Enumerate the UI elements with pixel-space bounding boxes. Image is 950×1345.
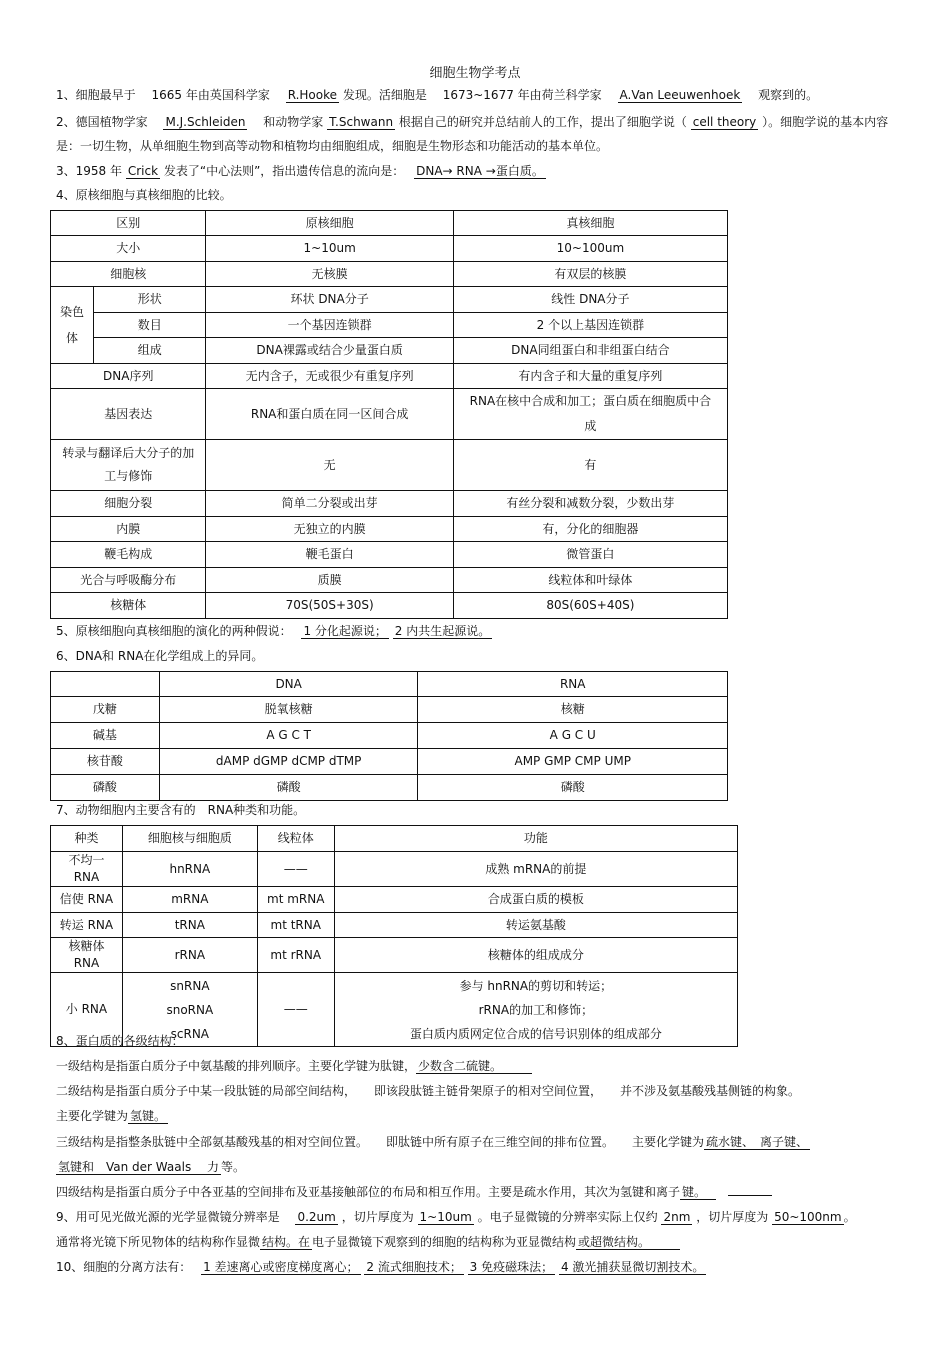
table-cell: 核苷酸 xyxy=(51,749,160,775)
q9-text: ，切片厚度为 xyxy=(696,1210,769,1224)
q10-method-3: 3 免疫磁珠法； xyxy=(469,1260,554,1274)
q8-heading: 8、蛋白质的各级结构： xyxy=(56,1034,184,1048)
table-row xyxy=(51,287,728,313)
q2-text: 和动物学家 xyxy=(263,115,324,129)
table-cell: 核糖体 xyxy=(51,593,206,619)
table-cell: 磷酸 xyxy=(159,775,418,801)
table-row xyxy=(51,440,728,491)
q8-blank: 键。 xyxy=(680,1185,716,1200)
q8-blank: 少数含二硫键。 xyxy=(416,1059,532,1074)
prokaryote-eukaryote-table xyxy=(50,210,728,619)
table-row xyxy=(51,517,728,542)
q9-text: 通常将光镜下所见物体的结构称作显微 xyxy=(56,1235,261,1249)
table-header: 真核细胞 xyxy=(453,211,727,236)
q7-heading: 7、动物细胞内主要含有的 RNA种类和功能。 xyxy=(56,803,306,817)
table-cell: 核糖体 RNA xyxy=(51,938,123,973)
q3-central-dogma: DNA→ RNA →蛋白质。 xyxy=(416,164,544,178)
table-row xyxy=(51,389,728,440)
q1-hooke: R.Hooke xyxy=(287,88,338,102)
q2-text: 根据自己的研究并总结前人的工作，提出了细胞学说（ xyxy=(398,115,687,129)
small-rna-type: scRNA xyxy=(170,1026,210,1041)
table-row xyxy=(51,593,728,619)
table-row xyxy=(51,542,728,568)
table-cell: 环状 DNA分子 xyxy=(206,287,453,313)
dna-rna-table xyxy=(50,671,728,801)
q3-line xyxy=(56,162,896,180)
page-title: 细胞生物学考点 xyxy=(429,66,521,81)
q8-line-5 xyxy=(56,1158,896,1176)
table-cell: DNA裸露或结合少量蛋白质 xyxy=(206,338,453,364)
q8-line-2: 二级结构是指蛋白质分子中某一段肽链的局部空间结构， 即该段肽链主链骨架原子的相对空间位置， 并不涉及氨基酸残基侧链的构象。 xyxy=(56,1084,801,1098)
q9-blank: 2nm xyxy=(663,1210,691,1224)
table-row xyxy=(51,672,728,697)
table-cell: 1~10um xyxy=(206,236,453,262)
q1-year1: 1665 xyxy=(151,88,183,102)
table-row xyxy=(51,826,738,852)
table-header: 区别 xyxy=(51,211,206,236)
table-row xyxy=(51,262,728,287)
table-cell: 核糖 xyxy=(418,697,728,723)
table-cell: 磷酸 xyxy=(418,775,728,801)
table-cell: 无 xyxy=(206,440,453,491)
table-header: 线粒体 xyxy=(257,826,334,852)
q5-text: 5、原核细胞向真核细胞的演化的两种假说： xyxy=(56,624,286,638)
table-cell: 不均一 RNA xyxy=(51,852,123,887)
table-cell: AMP GMP CMP UMP xyxy=(418,749,728,775)
q5-hypothesis-1: 1 分化起源说； xyxy=(303,624,387,638)
table-row xyxy=(51,887,738,913)
table-cell: DNA同组蛋白和非组蛋白结合 xyxy=(453,338,727,364)
q8-text: 一级结构是指蛋白质分子中氨基酸的排列顺序。主要化学键为肽键， xyxy=(56,1059,417,1073)
q1-text: 观察到的。 xyxy=(758,88,819,102)
q8-line-4 xyxy=(56,1133,896,1151)
table-cell: mt rRNA xyxy=(257,938,334,973)
table-cell: 有双层的核膜 xyxy=(453,262,727,287)
table-cell: 10~100um xyxy=(453,236,727,262)
q1-text: 年由英国科学家 xyxy=(185,88,270,102)
q8-text: 等。 xyxy=(221,1160,246,1174)
table-cell: A G C U xyxy=(418,723,728,749)
table-row xyxy=(51,723,728,749)
table-cell: 光合与呼吸酶分布 xyxy=(51,568,206,593)
q1-year2: 1673~1677 xyxy=(442,88,514,102)
q2-schleiden: M.J.Schleiden xyxy=(165,115,246,129)
q8-text: 主要化学键为 xyxy=(56,1109,129,1123)
q9-text: 。 xyxy=(843,1210,856,1224)
q4-heading: 4、原核细胞与真核细胞的比较。 xyxy=(56,188,232,202)
table-header: 原核细胞 xyxy=(206,211,453,236)
table-cell: 核糖体的组成成分 xyxy=(334,938,737,973)
table-cell: 无内含子，无或很少有重复序列 xyxy=(206,364,453,389)
q3-text: 3、1958 年 xyxy=(56,164,122,178)
table-cell: RNA在核中合成和加工；蛋白质在细胞质中合成 xyxy=(453,389,727,440)
table-cell: A G C T xyxy=(159,723,418,749)
q5-line xyxy=(56,622,896,640)
table-cell: 大小 xyxy=(51,236,206,262)
table-header: RNA xyxy=(418,672,728,697)
table-cell: 简单二分裂或出芽 xyxy=(206,491,453,517)
q1-text: 1、细胞最早于 xyxy=(56,88,136,102)
table-cell: 无独立的内膜 xyxy=(206,517,453,542)
q8-text: 三级结构是指整条肽链中全部氨基酸残基的相对空间位置。 即肽链中所有原子在三维空间的排布位置。 主要化学键为 xyxy=(56,1135,705,1149)
q9-text: 电子显微镜下观察到的细胞的结构称为亚显微结构 xyxy=(312,1235,577,1249)
q8-text: 四级结构是指蛋白质分子中各亚基的空间排布及亚基接触部位的布局和相互作用。主要是疏水作用，其次为氢键和离子 xyxy=(56,1185,681,1199)
table-cell: 鞭毛蛋白 xyxy=(206,542,453,568)
small-rna-type: snoRNA xyxy=(166,1002,214,1017)
table-cell: mt mRNA xyxy=(257,887,334,913)
q8-blank: 疏水键、 离子键、 xyxy=(706,1135,809,1149)
table-cell: 形状 xyxy=(93,287,206,313)
table-header xyxy=(51,672,160,697)
q9-blank: 50~100nm xyxy=(774,1210,842,1224)
table-cell: —— xyxy=(257,852,334,887)
small-rna-type: snRNA xyxy=(170,978,210,993)
table-cell: 80S(60S+40S) xyxy=(453,593,727,619)
table-cell: 有 xyxy=(453,440,727,491)
q9-text: 9、用可见光做光源的光学显微镜分辨率是 xyxy=(56,1210,280,1224)
table-cell: 有丝分裂和减数分裂，少数出芽 xyxy=(453,491,727,517)
table-row xyxy=(51,913,738,938)
table-row xyxy=(51,236,728,262)
chromosome-label: 染色体 xyxy=(51,287,94,364)
table-cell: mRNA xyxy=(122,887,257,913)
q10-method-4: 4 激光捕获显微切割技术。 xyxy=(560,1260,705,1274)
q3-crick: Crick xyxy=(127,164,159,178)
q1-leeuwenhoek: A.Van Leeuwenhoek xyxy=(619,88,741,102)
q8-blank: 氢键。 xyxy=(130,1109,167,1123)
q10-method-2: 2 流式细胞技术； xyxy=(366,1260,462,1274)
table-cell: 转运氨基酸 xyxy=(334,913,737,938)
table-cell: 戊糖 xyxy=(51,697,160,723)
table-cell: 细胞分裂 xyxy=(51,491,206,517)
table-cell: rRNA xyxy=(122,938,257,973)
table-cell: 合成蛋白质的模板 xyxy=(334,887,737,913)
table-row xyxy=(51,491,728,517)
rna-types-table xyxy=(50,825,738,1047)
q8-line-1 xyxy=(56,1057,896,1075)
table-cell: 信使 RNA xyxy=(51,887,123,913)
table-row xyxy=(51,852,738,887)
table-cell: mt tRNA xyxy=(257,913,334,938)
table-row xyxy=(51,775,728,801)
table-cell: 转录与翻译后大分子的加工与修饰 xyxy=(51,440,206,491)
q5-hypothesis-2: 2 内共生起源说。 xyxy=(394,624,491,638)
table-cell: 组成 xyxy=(93,338,206,364)
small-rna-function: 蛋白质内质网定位合成的信号识别体的组成部分 xyxy=(409,1026,662,1041)
q1-text: 发现。活细胞是 xyxy=(342,88,427,102)
table-cell: 内膜 xyxy=(51,517,206,542)
q9-line-1 xyxy=(56,1208,896,1226)
table-cell: 线粒体和叶绿体 xyxy=(453,568,727,593)
q9-text: ，切片厚度为 xyxy=(341,1210,414,1224)
table-cell: 一个基因连锁群 xyxy=(206,313,453,338)
small-rna-function: 参与 hnRNA的剪切和转运； xyxy=(459,978,613,993)
table-cell: —— xyxy=(257,973,334,1047)
table-cell: 无核膜 xyxy=(206,262,453,287)
q2-cell-theory: cell theory xyxy=(692,115,757,129)
q6-heading: 6、DNA和 RNA在化学组成上的异同。 xyxy=(56,649,264,663)
table-cell: 碱基 xyxy=(51,723,160,749)
table-cell: DNA序列 xyxy=(51,364,206,389)
q8-line-3 xyxy=(56,1107,896,1125)
table-cell: 2 个以上基因连锁群 xyxy=(453,313,727,338)
table-row xyxy=(51,697,728,723)
table-cell: hnRNA xyxy=(122,852,257,887)
q1-text: 年由荷兰科学家 xyxy=(517,88,602,102)
q10-text: 10、细胞的分离方法有： xyxy=(56,1260,186,1274)
q9-blank: 1~10um xyxy=(419,1210,472,1224)
table-header: DNA xyxy=(159,672,418,697)
q2-text: 2、德国植物学家 xyxy=(56,115,148,129)
table-cell: 质膜 xyxy=(206,568,453,593)
table-cell: 小 RNA xyxy=(51,973,123,1047)
q1-line xyxy=(56,86,896,104)
q9-blank: 或超微结构。 xyxy=(576,1235,680,1250)
q2-text: ）。细胞学说的基本内容是：一切生物，从单细胞生物到高等动物和植物均由细胞组成，细胞是生物形态和功能活动的基本单位。 xyxy=(56,115,889,153)
table-cell: 线性 DNA分子 xyxy=(453,287,727,313)
table-cell: dAMP dGMP dCMP dTMP xyxy=(159,749,418,775)
q9-blank: 结构。在 xyxy=(262,1235,311,1249)
table-cell: 数目 xyxy=(93,313,206,338)
table-cell: 微管蛋白 xyxy=(453,542,727,568)
q8-blank: 氢键和 Van der Waals 力 xyxy=(58,1160,220,1174)
table-row xyxy=(51,313,728,338)
table-header: 种类 xyxy=(51,826,123,852)
small-rna-function: rRNA的加工和修饰； xyxy=(478,1002,594,1017)
q8-empty-blank xyxy=(728,1183,772,1196)
table-cell: 磷酸 xyxy=(51,775,160,801)
table-cell: 脱氧核糖 xyxy=(159,697,418,723)
table-cell: tRNA xyxy=(122,913,257,938)
table-row xyxy=(51,338,728,364)
table-row xyxy=(51,364,728,389)
table-cell: 鞭毛构成 xyxy=(51,542,206,568)
table-header: 功能 xyxy=(334,826,737,852)
q3-text: 发表了“中心法则”，指出遗传信息的流向是： xyxy=(163,164,399,178)
table-cell: 基因表达 xyxy=(51,389,206,440)
table-cell: 有内含子和大量的重复序列 xyxy=(453,364,727,389)
q9-blank: 0.2um xyxy=(297,1210,336,1224)
q2-line xyxy=(56,110,896,158)
q10-line xyxy=(56,1258,896,1276)
table-row xyxy=(51,938,738,973)
q9-text: 。电子显微镜的分辨率实际上仅约 xyxy=(477,1210,658,1224)
table-cell: RNA和蛋白质在同一区间合成 xyxy=(206,389,453,440)
q9-line-2 xyxy=(56,1233,896,1251)
q2-schwann: T.Schwann xyxy=(329,115,394,129)
q8-line-6 xyxy=(56,1183,896,1201)
table-cell: 有，分化的细胞器 xyxy=(453,517,727,542)
table-cell: 细胞核 xyxy=(51,262,206,287)
table-cell: 转运 RNA xyxy=(51,913,123,938)
table-cell: 70S(50S+30S) xyxy=(206,593,453,619)
table-row xyxy=(51,568,728,593)
q10-method-1: 1 差速离心或密度梯度离心； xyxy=(203,1260,359,1274)
table-header: 细胞核与细胞质 xyxy=(122,826,257,852)
table-row xyxy=(51,749,728,775)
table-cell: 成熟 mRNA的前提 xyxy=(334,852,737,887)
